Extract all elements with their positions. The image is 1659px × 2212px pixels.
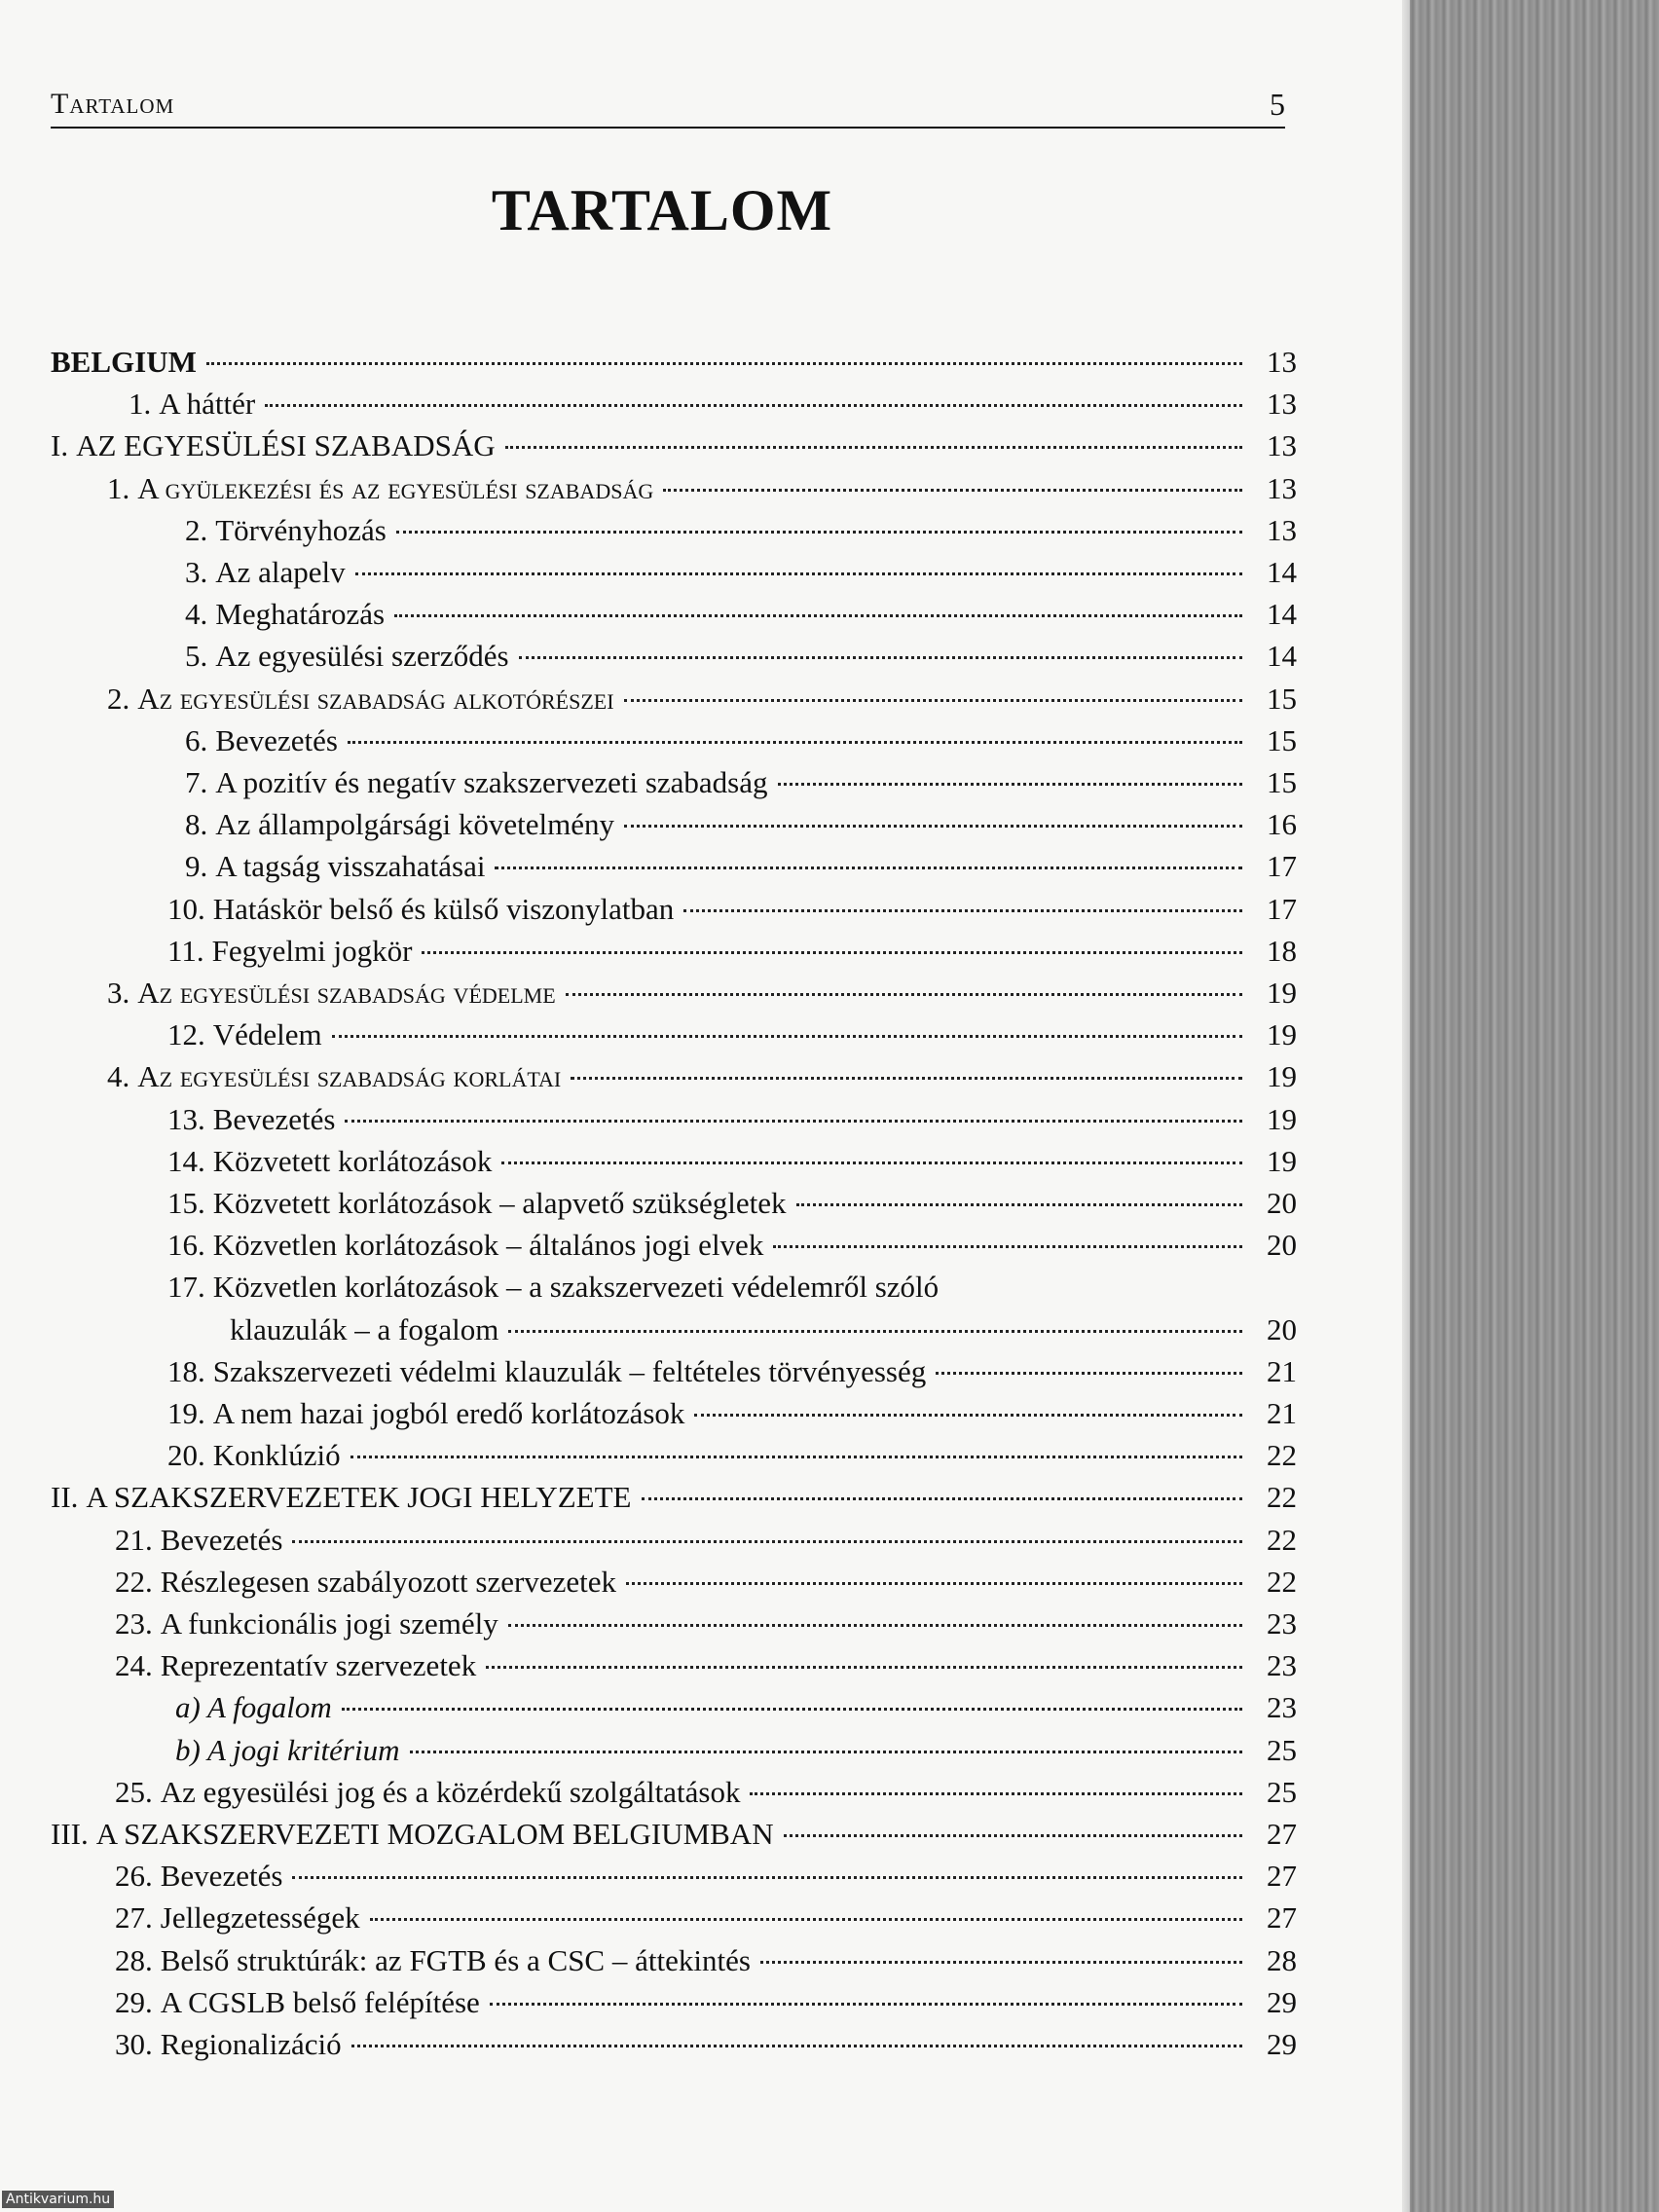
toc-entry-title: Reprezentatív szervezetek: [160, 1648, 477, 1683]
toc-entry-number: 19.: [167, 1396, 205, 1430]
toc-entry-title: A tagság visszahatásai: [215, 849, 486, 884]
toc-entry-number: 1.: [129, 387, 152, 422]
toc-entry-page: 27: [1267, 1900, 1297, 1936]
toc-entry: [115, 1565, 1297, 1606]
toc-entry: [51, 1817, 1297, 1859]
toc-entry-page: 13: [1267, 470, 1297, 505]
dot-leader: [508, 1623, 1242, 1627]
toc-entry-title: Bevezetés: [160, 1859, 283, 1894]
toc-entry: [115, 1900, 1297, 1942]
toc-entry: [107, 471, 1297, 513]
running-head-title: Tartalom: [51, 88, 175, 120]
toc-entry-number: 17.: [167, 1270, 205, 1305]
toc-entry-number: 23.: [115, 1606, 153, 1641]
toc-entry-number: 14.: [167, 1143, 205, 1178]
toc-entry-number: 15.: [167, 1186, 205, 1220]
toc-entry-title: BELGIUM: [51, 345, 197, 379]
toc-entry-title: A pozitív és negatív szakszervezeti szabadság: [215, 765, 768, 799]
toc-entry-title: Védelem: [212, 1017, 322, 1052]
toc-entry-number: 26.: [115, 1859, 153, 1894]
dot-leader: [760, 1960, 1242, 1964]
toc-entry-page: 22: [1267, 1480, 1297, 1515]
toc-entry: [185, 513, 1297, 555]
toc-entry: [167, 1438, 1297, 1480]
toc-entry: [185, 807, 1297, 849]
dot-leader: [624, 698, 1242, 702]
toc-entry: [167, 1228, 1297, 1270]
toc-entry-page: 21: [1267, 1396, 1297, 1430]
toc-entry-page: 14: [1267, 639, 1297, 674]
toc-entry-page: 27: [1267, 1817, 1297, 1851]
toc-entry-page: 13: [1267, 345, 1297, 379]
toc-entry: [167, 1270, 1297, 1311]
toc-entry-page: 15: [1267, 722, 1297, 757]
toc-entry-number: 2.: [185, 512, 208, 547]
toc-entry: [115, 1943, 1297, 1985]
toc-entry-title: Az egyesülési szabadság védelme: [137, 976, 556, 1010]
toc-entry: [107, 1059, 1297, 1101]
toc-entry-number: 27.: [115, 1900, 153, 1936]
toc-entry-page: 23: [1267, 1648, 1297, 1683]
toc-entry-title: Közvetlen korlátozások – általános jogi elvek: [212, 1228, 764, 1263]
dot-leader: [495, 866, 1242, 869]
dot-leader: [750, 1791, 1242, 1795]
dot-leader: [370, 1917, 1242, 1921]
toc-entry-page: 23: [1267, 1690, 1297, 1725]
toc-entry-title: Az egyesülési szerződés: [215, 639, 509, 674]
toc-entry: [167, 1396, 1297, 1438]
toc-entry: [185, 765, 1297, 807]
toc-entry: [115, 1606, 1297, 1648]
dot-leader: [396, 530, 1242, 534]
toc-entry: [167, 1144, 1297, 1186]
toc-entry-number: 12.: [167, 1017, 205, 1052]
toc-entry-title: A SZAKSZERVEZETI MOZGALOM BELGIUMBAN: [95, 1817, 774, 1851]
toc-entry-title: A gyülekezési és az egyesülési szabadság: [137, 470, 654, 505]
toc-entry-page: 19: [1267, 1017, 1297, 1052]
toc-entry-page: 19: [1267, 1059, 1297, 1094]
toc-entry-title: Bevezetés: [215, 722, 338, 757]
toc-entry-page: 13: [1267, 387, 1297, 422]
toc-entry-number: 10.: [167, 891, 205, 926]
toc-entry: [175, 1690, 1297, 1732]
toc-entry: [115, 1523, 1297, 1565]
dot-leader: [351, 2044, 1242, 2047]
toc-entry-number: 24.: [115, 1648, 153, 1683]
toc-entry-number: 13.: [167, 1101, 205, 1136]
dot-leader: [566, 992, 1242, 996]
toc-entry-page: 14: [1267, 597, 1297, 632]
dot-leader: [936, 1371, 1242, 1375]
toc-entry: [107, 682, 1297, 723]
toc-entry-number: 2.: [107, 681, 130, 716]
dot-leader: [265, 403, 1242, 407]
toc-entry-title: Belső struktúrák: az FGTB és a CSC – áttekintés: [160, 1942, 751, 1977]
toc-entry-number: 28.: [115, 1942, 153, 1977]
toc-entry-title: Meghatározás: [215, 597, 386, 632]
toc-entry-title: Közvetlen korlátozások – a szakszervezeti védelemről szóló: [212, 1270, 940, 1305]
toc-entry: [175, 1733, 1297, 1775]
dot-leader: [778, 782, 1243, 786]
toc-entry-page: 22: [1267, 1522, 1297, 1557]
toc-entry-page: 28: [1267, 1942, 1297, 1977]
toc-entry-title: Az alapelv: [215, 555, 346, 589]
toc-entry-page: 13: [1267, 512, 1297, 547]
toc-entry-number: 5.: [185, 639, 208, 674]
toc-entry-title: a) A fogalom: [175, 1690, 332, 1725]
toc-entry: [51, 428, 1297, 470]
toc-entry-page: 15: [1267, 765, 1297, 799]
toc-entry-number: 4.: [185, 597, 208, 632]
toc-entry-page: 19: [1267, 1143, 1297, 1178]
background-wood-surface: [1410, 0, 1659, 2212]
dot-leader: [683, 908, 1242, 912]
toc-entry: [185, 597, 1297, 639]
toc-entry-page: 17: [1267, 849, 1297, 884]
dot-leader: [508, 1329, 1242, 1333]
toc-entry-title: klauzulák – a fogalom: [230, 1311, 499, 1346]
dot-leader: [505, 445, 1242, 449]
toc-entry-page: 16: [1267, 807, 1297, 842]
dot-leader: [571, 1076, 1242, 1080]
toc-entry: [167, 1186, 1297, 1228]
toc-entry-number: 4.: [107, 1059, 130, 1094]
toc-entry-page: 27: [1267, 1859, 1297, 1894]
toc-entry-page: 18: [1267, 933, 1297, 968]
dot-leader: [206, 361, 1242, 365]
toc-entry: [51, 1480, 1297, 1522]
dot-leader: [342, 1707, 1242, 1711]
dot-leader: [694, 1413, 1242, 1417]
toc-entry: [51, 345, 1297, 387]
toc-entry: [115, 2027, 1297, 2069]
dot-leader: [626, 1581, 1242, 1585]
toc-entry-number: 29.: [115, 1984, 153, 2019]
toc-entry-title: Részlegesen szabályozott szervezetek: [160, 1564, 616, 1599]
toc-entry-title: Konklúzió: [212, 1438, 341, 1473]
toc-entry: [185, 723, 1297, 765]
dot-leader: [624, 824, 1242, 828]
dot-leader: [486, 1665, 1242, 1669]
toc-entry: [185, 849, 1297, 891]
dot-leader: [642, 1496, 1243, 1500]
toc-entry: [107, 976, 1297, 1017]
toc-entry-number: 3.: [185, 555, 208, 589]
toc-entry: [115, 1648, 1297, 1690]
dot-leader: [784, 1833, 1242, 1837]
toc-entry: [129, 387, 1297, 428]
toc-entry-number: 1.: [107, 470, 130, 505]
toc-entry-title: Az egyesülési szabadság korlátai: [137, 1059, 562, 1094]
toc-entry: [115, 1775, 1297, 1817]
dot-leader: [292, 1875, 1242, 1879]
toc-entry-title: Bevezetés: [160, 1522, 283, 1557]
toc-entry-title: Közvetett korlátozások: [212, 1143, 493, 1178]
toc-entry-page: 20: [1267, 1186, 1297, 1220]
toc-entry-number: 8.: [185, 807, 208, 842]
toc-entry-title: A SZAKSZERVEZETEK JOGI HELYZETE: [86, 1480, 632, 1515]
toc-entry-page: 21: [1267, 1353, 1297, 1388]
toc-entry-number: II.: [51, 1480, 79, 1515]
toc-entry-page: 25: [1267, 1774, 1297, 1809]
toc-entry-page: 29: [1267, 2027, 1297, 2061]
toc-entry-number: 30.: [115, 2027, 153, 2061]
toc-entry-page: 20: [1267, 1311, 1297, 1346]
toc-entry-number: 11.: [167, 933, 204, 968]
toc-entry: [167, 1354, 1297, 1396]
toc-entry-number: 21.: [115, 1522, 153, 1557]
toc-entry-page: 17: [1267, 891, 1297, 926]
toc-entry-page: 25: [1267, 1732, 1297, 1767]
toc-entry-number: 25.: [115, 1774, 153, 1809]
dot-leader: [345, 1119, 1242, 1123]
dot-leader: [348, 740, 1242, 744]
dot-leader: [355, 571, 1242, 575]
toc-entry-title: A funkcionális jogi személy: [160, 1606, 498, 1641]
dot-leader: [663, 488, 1242, 492]
toc-entry-title: Törvényhozás: [215, 512, 387, 547]
dot-leader: [773, 1244, 1242, 1248]
watermark: Antikvarium.hu: [2, 2191, 114, 2208]
toc-entry: [115, 1859, 1297, 1900]
toc-entry-number: 22.: [115, 1564, 153, 1599]
dot-leader: [292, 1539, 1242, 1543]
toc-entry-title: Bevezetés: [212, 1101, 336, 1136]
toc-entry-number: 18.: [167, 1353, 205, 1388]
toc-entry: [167, 934, 1297, 976]
toc-entry-page: 29: [1267, 1984, 1297, 2019]
toc-entry: [185, 555, 1297, 597]
toc-entry-page: 20: [1267, 1228, 1297, 1263]
dot-leader: [796, 1202, 1242, 1206]
toc-entry-number: 6.: [185, 722, 208, 757]
toc-entry-title: AZ EGYESÜLÉSI SZABADSÁG: [76, 428, 496, 463]
dot-leader: [501, 1161, 1242, 1164]
toc-entry-title: Hatáskör belső és külső viszonylatban: [212, 891, 675, 926]
page-number: 5: [1270, 87, 1285, 122]
toc-entry-number: 9.: [185, 849, 208, 884]
dot-leader: [410, 1750, 1243, 1753]
page-title: TARTALOM: [491, 178, 833, 242]
toc-entry: [167, 1102, 1297, 1144]
toc-entry-page: 22: [1267, 1564, 1297, 1599]
toc-entry-page: 19: [1267, 976, 1297, 1010]
toc-entry-title: A háttér: [159, 387, 256, 422]
toc-entry-page: 19: [1267, 1101, 1297, 1136]
toc-entry-page: 22: [1267, 1438, 1297, 1473]
toc-entry-number: 3.: [107, 976, 130, 1010]
dot-leader: [422, 950, 1242, 954]
toc-entry-title: Fegyelmi jogkör: [211, 933, 413, 968]
toc-entry-number: I.: [51, 428, 69, 463]
toc-entry-title: Közvetett korlátozások – alapvető szükségletek: [212, 1186, 787, 1220]
dot-leader: [490, 2002, 1242, 2006]
toc-entry-number: 16.: [167, 1228, 205, 1263]
toc-entry-title: Az állampolgársági követelmény: [215, 807, 615, 842]
toc-entry-title: b) A jogi kritérium: [175, 1732, 400, 1767]
toc-entry-title: Az egyesülési szabadság alkotórészei: [137, 681, 614, 716]
toc-entry: [115, 1985, 1297, 2027]
toc-entry: [167, 1017, 1297, 1059]
toc-entry-number: III.: [51, 1817, 89, 1851]
toc-entry-title: A nem hazai jogból eredő korlátozások: [212, 1396, 685, 1430]
toc-entry-title: Jellegzetességek: [160, 1900, 360, 1936]
toc-entry-page: 15: [1267, 681, 1297, 716]
dot-leader: [350, 1455, 1242, 1458]
toc-entry-title: Az egyesülési jog és a közérdekű szolgáltatások: [160, 1774, 741, 1809]
toc-entry-page: 14: [1267, 555, 1297, 589]
toc-entry-number: 7.: [185, 765, 208, 799]
toc-entry-number: 20.: [167, 1438, 205, 1473]
toc-entry: [230, 1312, 1297, 1354]
toc-entry-page: 13: [1267, 428, 1297, 463]
toc-entry-title: Regionalizáció: [160, 2027, 342, 2061]
dot-leader: [394, 613, 1242, 617]
toc-entry-title: Szakszervezeti védelmi klauzulák – feltételes törvényesség: [212, 1353, 927, 1388]
dot-leader: [332, 1034, 1242, 1038]
toc-entry: [167, 892, 1297, 934]
toc-entry-title: A CGSLB belső felépítése: [160, 1984, 480, 2019]
toc-entry-page: 23: [1267, 1606, 1297, 1641]
dot-leader: [519, 655, 1242, 659]
toc-entry: [185, 639, 1297, 681]
